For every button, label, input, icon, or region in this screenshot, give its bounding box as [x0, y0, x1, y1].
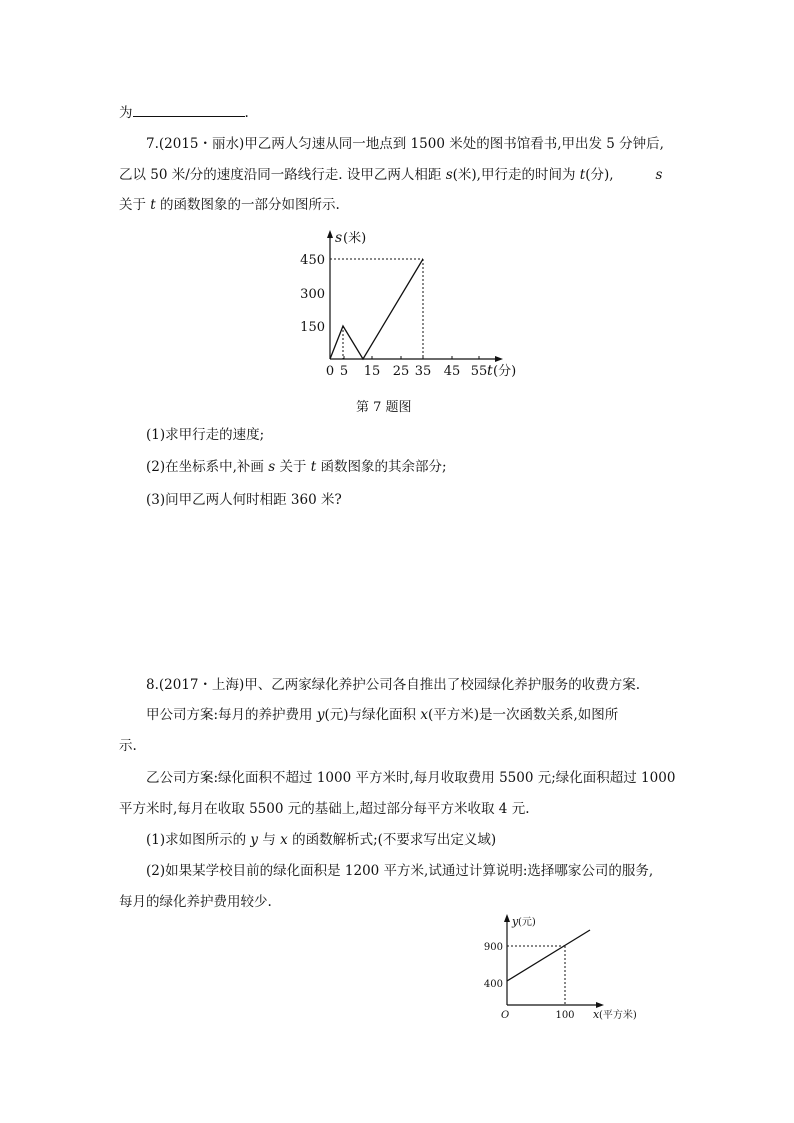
q7-x-label-unit: (分)	[493, 364, 517, 379]
q8-x-label-var: x	[593, 1008, 600, 1021]
q8-line2-b: (元)与绿化面积	[324, 707, 421, 723]
q7-y-label-var: s	[335, 230, 343, 246]
var-s: s	[655, 167, 663, 183]
q8-sub2: (2)如果某学校目前的绿化面积是 1200 平方米,试通过计算说明:选择哪家公司的服务,	[146, 863, 654, 879]
q6-suffix: .	[244, 105, 249, 121]
q7-y-arrow	[327, 230, 333, 238]
q7-y-label-unit: (米)	[343, 231, 367, 246]
q8-line2-c: (平方米)是一次函数关系,如图所	[427, 707, 619, 723]
q7-series-line	[330, 259, 423, 359]
q8-line3: 示.	[119, 738, 137, 754]
var-s: s	[445, 167, 453, 183]
q8-chart	[480, 910, 660, 1025]
q7-line1: 7.(2015・丽水)甲乙两人匀速从同一地点到 1500 米处的图书馆看书,甲出发 5 分钟后,	[146, 136, 664, 152]
q8-sub1-b: 与	[258, 832, 281, 848]
q7-sub1: (1)求甲行走的速度;	[146, 427, 265, 443]
q8-sub1-a: (1)求如图所示的	[146, 832, 251, 848]
var-y: y	[316, 707, 325, 723]
q8-origin-label: O	[501, 1010, 510, 1021]
q7-x-tick-25: 25	[392, 364, 410, 379]
q7-x-label-var: t	[487, 363, 493, 379]
var-y: y	[250, 832, 259, 848]
var-t: t	[150, 197, 156, 213]
q8-x-tick-100: 100	[555, 1010, 575, 1021]
q8-y-tick-400: 400	[483, 979, 503, 990]
q7-line3-b: 的函数图象的一部分如图所示.	[155, 197, 340, 213]
q8-line2-a: 甲公司方案:每月的养护费用	[146, 707, 317, 723]
q8-y-label-var: y	[512, 915, 519, 928]
q7-x-tick-15: 15	[363, 364, 381, 379]
q7-sub2-c: 函数图象的其余部分;	[316, 459, 447, 475]
q7-line2-c: (分),	[585, 167, 614, 183]
q8-y-tick-900: 900	[483, 942, 503, 953]
q7-sub2-a: (2)在坐标系中,补画	[146, 459, 269, 475]
var-t: t	[579, 167, 586, 183]
q7-line3-a: 关于	[119, 197, 151, 213]
q8-line1: 8.(2017・上海)甲、乙两家绿化养护公司各自推出了校园绿化养护服务的收费方案.	[146, 677, 641, 693]
q8-y-label-unit: (元)	[518, 917, 536, 928]
q8-series-line	[507, 930, 590, 981]
var-x: x	[420, 707, 428, 723]
q8-line2	[146, 706, 618, 724]
q7-x-tick-0: 0	[325, 364, 335, 379]
answer-blank[interactable]	[133, 104, 245, 117]
q8-line5: 平方米时,每月在收取 5500 元的基础上,超过部分每平方米收取 4 元.	[119, 801, 530, 817]
q6-answer-line	[119, 104, 249, 122]
q7-sub3: (3)问甲乙两人何时相距 360 米?	[146, 492, 342, 508]
q7-x-tick-55: 55	[470, 364, 488, 379]
q7-chart	[295, 228, 525, 388]
q7-y-tick-450: 450	[300, 253, 325, 268]
q7-x-tick-45: 45	[443, 364, 461, 379]
q7-x-tick-35: 35	[414, 364, 432, 379]
q7-figure-caption: 第 7 题图	[356, 400, 412, 415]
q7-x-tick-5: 5	[339, 364, 349, 379]
q7-line2-b: (米),甲行走的时间为	[452, 167, 580, 183]
q8-sub2-continued: 每月的绿化养护费用较少.	[119, 894, 272, 910]
var-s: s	[268, 459, 276, 475]
q7-y-tick-300: 300	[300, 287, 325, 302]
q7-y-tick-150: 150	[300, 320, 325, 335]
q7-line2-a: 乙以 50 米/分的速度沿同一路线行走. 设甲乙两人相距	[119, 167, 446, 183]
q7-sub2	[146, 458, 447, 476]
var-t: t	[310, 459, 317, 475]
q8-sub1	[146, 831, 496, 849]
q6-prefix: 为	[119, 105, 133, 121]
q8-y-arrow	[504, 914, 510, 922]
var-x: x	[280, 832, 288, 848]
q8-x-label-unit: (平方米)	[599, 1010, 637, 1021]
q7-line3	[119, 196, 340, 214]
q8-sub1-c: 的函数解析式;(不要求写出定义域)	[287, 832, 497, 848]
q8-line4: 乙公司方案:绿化面积不超过 1000 平方米时,每月收取费用 5500 元;绿化面积超过 1000	[146, 770, 676, 786]
q7-sub2-b: 关于	[275, 459, 311, 475]
q7-x-arrow	[495, 356, 503, 362]
q7-line2	[119, 166, 662, 184]
